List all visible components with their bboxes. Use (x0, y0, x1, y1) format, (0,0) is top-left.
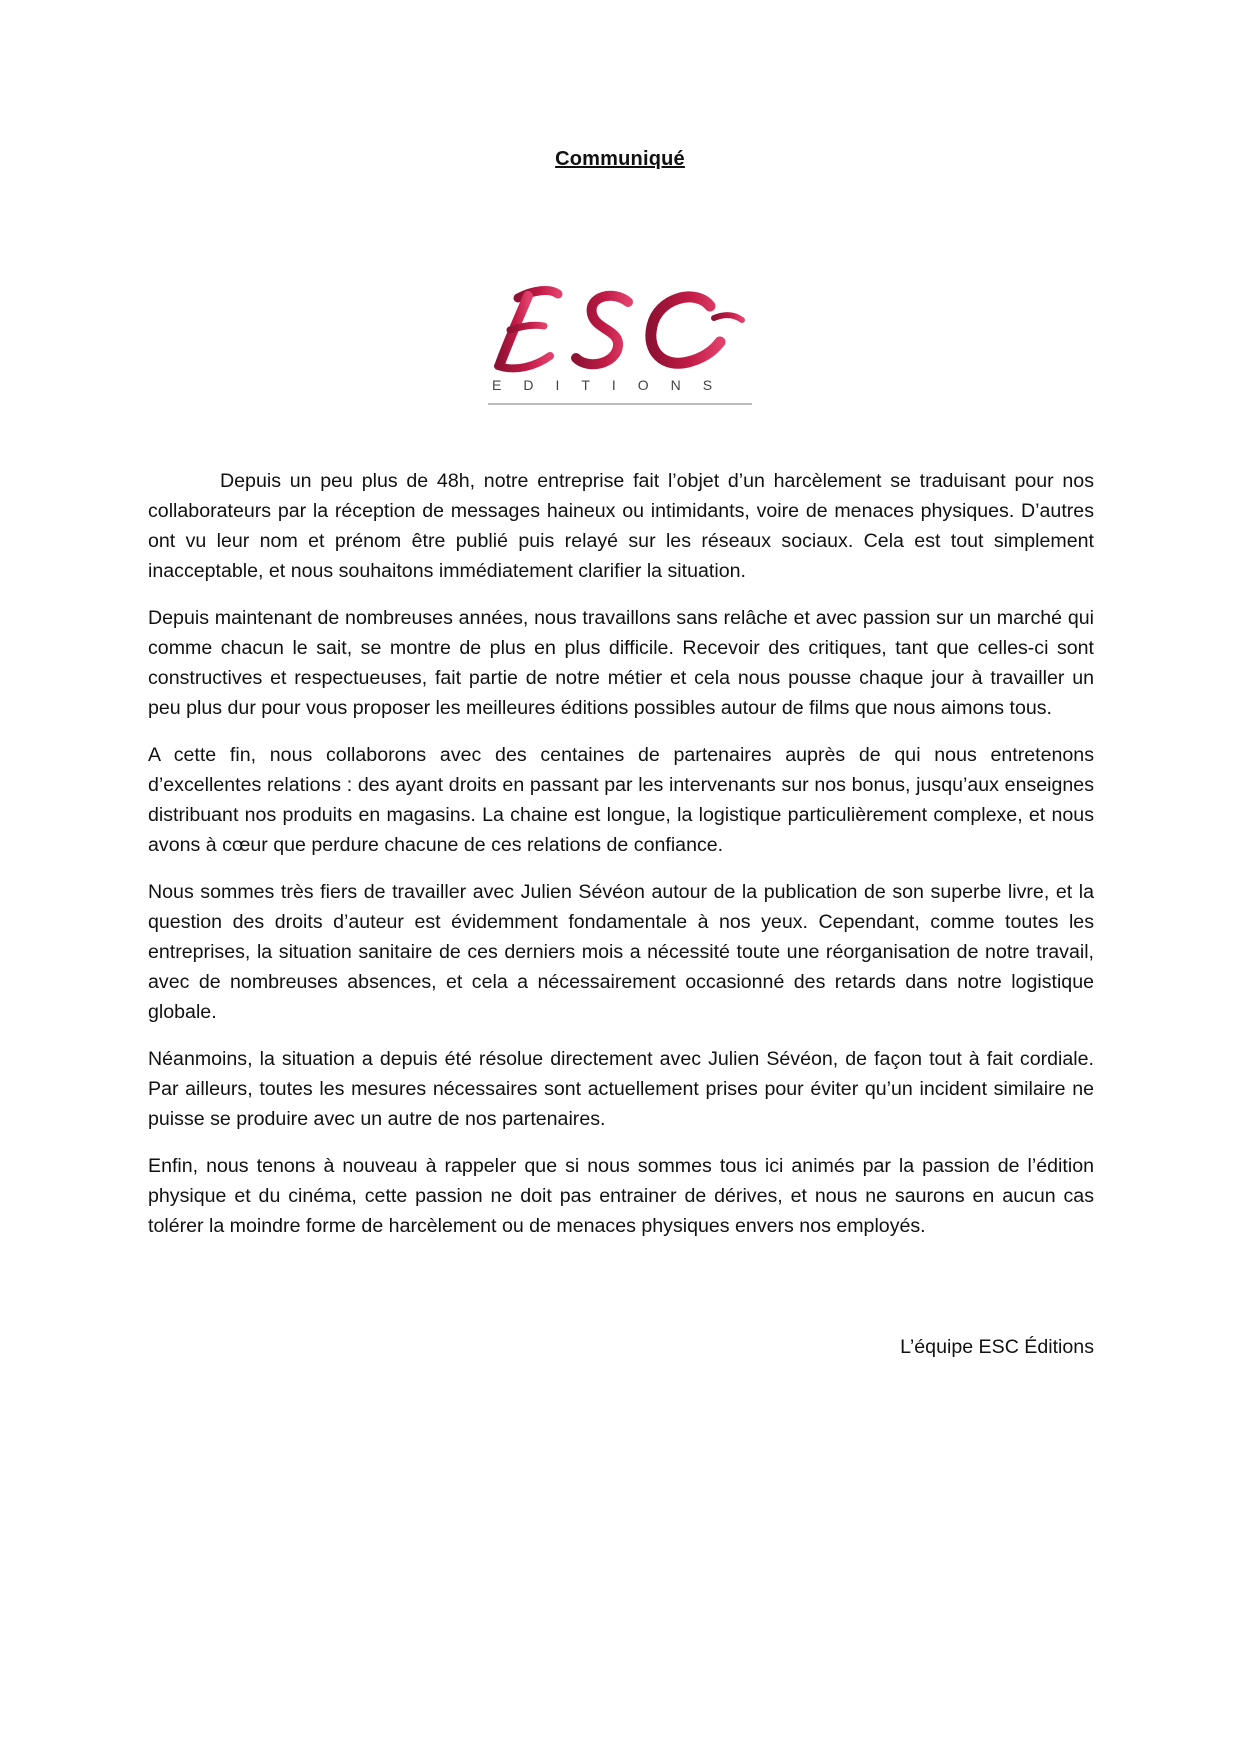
svg-text:EDITIONS: EDITIONS (492, 377, 735, 393)
paragraph-2: Depuis maintenant de nombreuses années, nous travaillons sans relâche et avec passion sur un marché qui comme chacun le sait, se montre de plus en plus difficile. Recevoir des critiques, tant que celles-ci sont constructives et respectueuses, fait partie de notre métier et cela nous pousse chaque jour à travailler un peu plus dur pour vous proposer les meilleures éditions possibles autour de films que nous aimons tous. (148, 607, 1094, 719)
logo-editions-lettering (492, 377, 734, 393)
paragraph-5: Néanmoins, la situation a depuis été résolue directement avec Julien Sévéon, de façon tout à fait cordiale. Par ailleurs, toutes les mesures nécessaires sont actuellement prises pour éviter qu’un incident similaire ne puisse se produire avec un autre de nos partenaires. (148, 1048, 1094, 1130)
page-title: Communiqué (555, 148, 685, 170)
paragraph-6: Enfin, nous tenons à nouveau à rappeler que si nous sommes tous ici animés par la passion de l’édition physique et du cinéma, cette passion ne doit pas entrainer de dérives, et nous ne saurons en aucun cas tolérer la moindre forme de harcèlement ou de menaces physiques envers nos employés. (148, 1155, 1094, 1237)
logo-letter-e (498, 291, 558, 369)
paragraph-1: Depuis un peu plus de 48h, notre entreprise fait l’objet d’un harcèlement se traduisant pour nos collaborateurs par la réception de messages haineux ou intimidants, voire de menaces physiques. D’autres ont vu leur nom et prénom être publié puis relayé sur les réseaux sociaux. Cela est tout simplement inacceptable, et nous souhaitons immédiatement clarifier la situation. (148, 470, 1094, 582)
paragraph-4: Nous sommes très fiers de travailler avec Julien Sévéon autour de la publication de son superbe livre, et la question des droits d’auteur est évidemment fondamentale à nos yeux. Cependant, comme toutes les entreprises, la situation sanitaire de ces derniers mois a nécessité toute une réorganisation de notre travail, avec de nombreuses absences, et cela a nécessairement occasionné des retards dans notre logistique globale. (148, 881, 1094, 1023)
logo-letter-c (651, 297, 742, 363)
communique-body (148, 466, 1094, 1258)
signature: L’équipe ESC Éditions (900, 1336, 1094, 1358)
logo-letter-s (576, 296, 628, 364)
esc-editions-logo (488, 280, 752, 406)
paragraph-3: A cette fin, nous collaborons avec des centaines de partenaires auprès de qui nous entretenons d’excellentes relations : des ayant droits en passant par les intervenants sur nos bonus, jusqu’aux enseignes distribuant nos produits en magasins. La chaine est longue, la logistique particulièrement complexe, et nous avons à cœur que perdure chacune de ces relations de confiance. (148, 744, 1094, 856)
esc-editions-logo-graphic (488, 280, 752, 406)
